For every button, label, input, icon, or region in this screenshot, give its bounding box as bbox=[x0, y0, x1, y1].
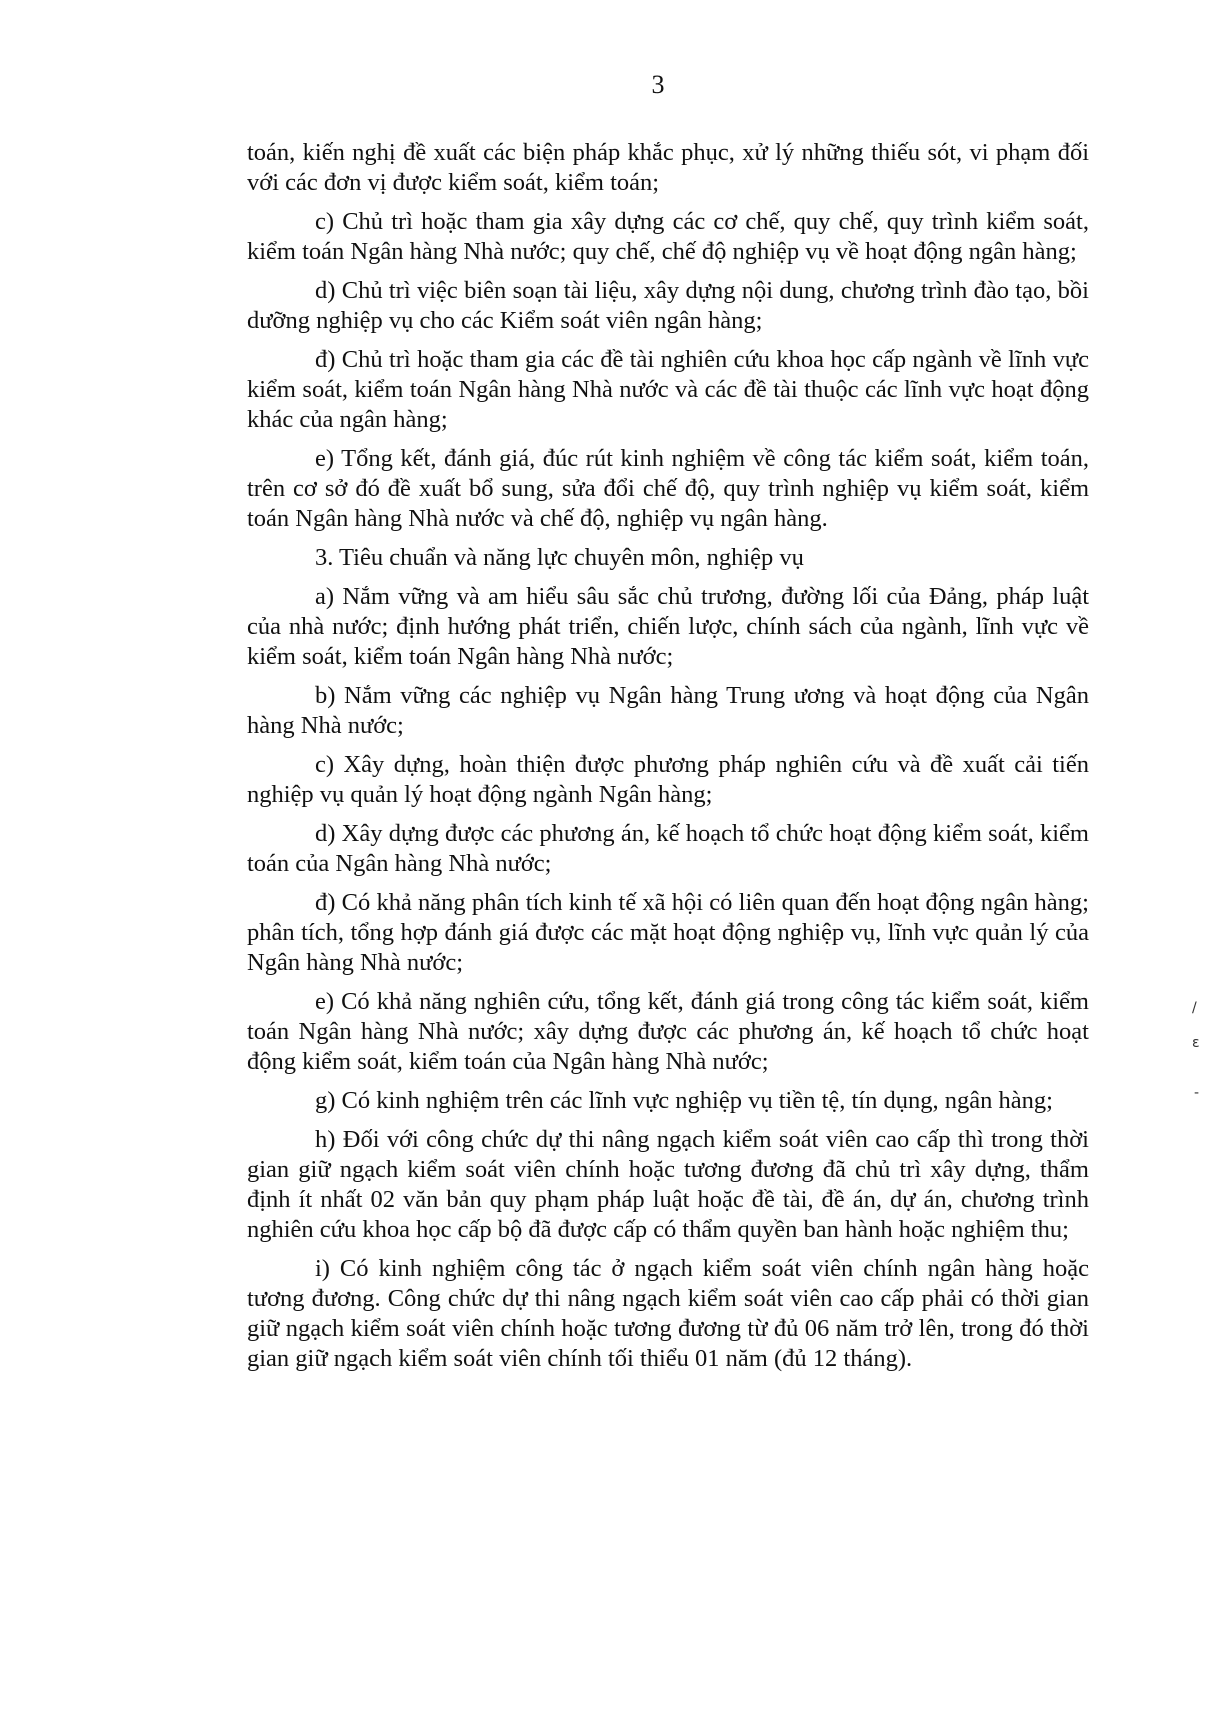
paragraph-item-e-2: e) Có khả năng nghiên cứu, tổng kết, đánh giá trong công tác kiểm soát, kiểm toán Ngân hàng Nhà nước; xây dựng được các phương án, kế hoạch tổ chức hoạt động kiểm soát, kiểm toán của Ngân hàng Nhà nước; bbox=[247, 988, 1089, 1075]
paragraph-item-g: g) Có kinh nghiệm trên các lĩnh vực nghiệp vụ tiền tệ, tín dụng, ngân hàng; bbox=[315, 1087, 1053, 1114]
paragraph-item-c-2: c) Xây dựng, hoàn thiện được phương pháp nghiên cứu và đề xuất cải tiến nghiệp vụ quản lý hoạt động ngành Ngân hàng; bbox=[247, 751, 1089, 808]
paragraph-item-i: i) Có kinh nghiệm công tác ở ngạch kiểm soát viên chính ngân hàng hoặc tương đương. Công chức dự thi nâng ngạch kiểm soát viên cao cấp phải có thời gian giữ ngạch kiểm soát viên chính hoặc tương đương từ đủ 06 năm trở lên, trong đó thời gian giữ ngạch kiểm soát viên chính tối thiểu 01 năm (đủ 12 tháng). bbox=[247, 1255, 1089, 1372]
paragraph-item-d-2: d) Xây dựng được các phương án, kế hoạch tổ chức hoạt động kiểm soát, kiểm toán của Ngân hàng Nhà nước; bbox=[247, 820, 1089, 877]
paragraph-item-h: h) Đối với công chức dự thi nâng ngạch kiểm soát viên cao cấp thì trong thời gian giữ ngạch kiểm soát viên chính hoặc tương đương đã chủ trì xây dựng, thẩm định ít nhất 02 văn bản quy phạm pháp luật hoặc đề tài, đề án, dự án, chương trình nghiên cứu khoa học cấp bộ đã được cấp có thẩm quyền ban hành hoặc nghiệm thu; bbox=[247, 1126, 1089, 1243]
scan-artifact-mark: / bbox=[1192, 1000, 1197, 1016]
scan-artifact-mark: ɛ bbox=[1192, 1035, 1200, 1051]
paragraph-item-c: c) Chủ trì hoặc tham gia xây dựng các cơ chế, quy chế, quy trình kiểm soát, kiểm toán Ngân hàng Nhà nước; quy chế, chế độ nghiệp vụ về hoạt động ngân hàng; bbox=[247, 208, 1089, 265]
paragraph-item-dd: đ) Chủ trì hoặc tham gia các đề tài nghiên cứu khoa học cấp ngành về lĩnh vực kiểm soát, kiểm toán Ngân hàng Nhà nước và các đề tài thuộc các lĩnh vực hoạt động khác của ngân hàng; bbox=[247, 346, 1089, 433]
document-body bbox=[247, 138, 1089, 1383]
paragraph-item-dd-2: đ) Có khả năng phân tích kinh tế xã hội có liên quan đến hoạt động ngân hàng; phân tích, tổng hợp đánh giá được các mặt hoạt động nghiệp vụ, lĩnh vực quản lý của Ngân hàng Nhà nước; bbox=[247, 889, 1089, 976]
paragraph-item-b: b) Nắm vững các nghiệp vụ Ngân hàng Trung ương và hoạt động của Ngân hàng Nhà nước; bbox=[247, 682, 1089, 739]
paragraph-item-d: d) Chủ trì việc biên soạn tài liệu, xây dựng nội dung, chương trình đào tạo, bồi dưỡng nghiệp vụ cho các Kiểm soát viên ngân hàng; bbox=[247, 277, 1089, 334]
section-heading-3: 3. Tiêu chuẩn và năng lực chuyên môn, nghiệp vụ bbox=[315, 544, 804, 571]
paragraph-continuation: toán, kiến nghị đề xuất các biện pháp khắc phục, xử lý những thiếu sót, vi phạm đối với các đơn vị được kiểm soát, kiểm toán; bbox=[247, 139, 1089, 196]
page-number: 3 bbox=[651, 70, 665, 99]
scan-artifact-mark: - bbox=[1194, 1085, 1200, 1101]
paragraph-item-e: e) Tổng kết, đánh giá, đúc rút kinh nghiệm về công tác kiểm soát, kiểm toán, trên cơ sở đó đề xuất bổ sung, sửa đổi chế độ, quy trình nghiệp vụ kiểm soát, kiểm toán Ngân hàng Nhà nước và chế độ, nghiệp vụ ngân hàng. bbox=[247, 445, 1089, 532]
paragraph-item-a: a) Nắm vững và am hiểu sâu sắc chủ trương, đường lối của Đảng, pháp luật của nhà nước; định hướng phát triển, chiến lược, chính sách của ngành, lĩnh vực về kiểm soát, kiểm toán Ngân hàng Nhà nước; bbox=[247, 583, 1089, 670]
